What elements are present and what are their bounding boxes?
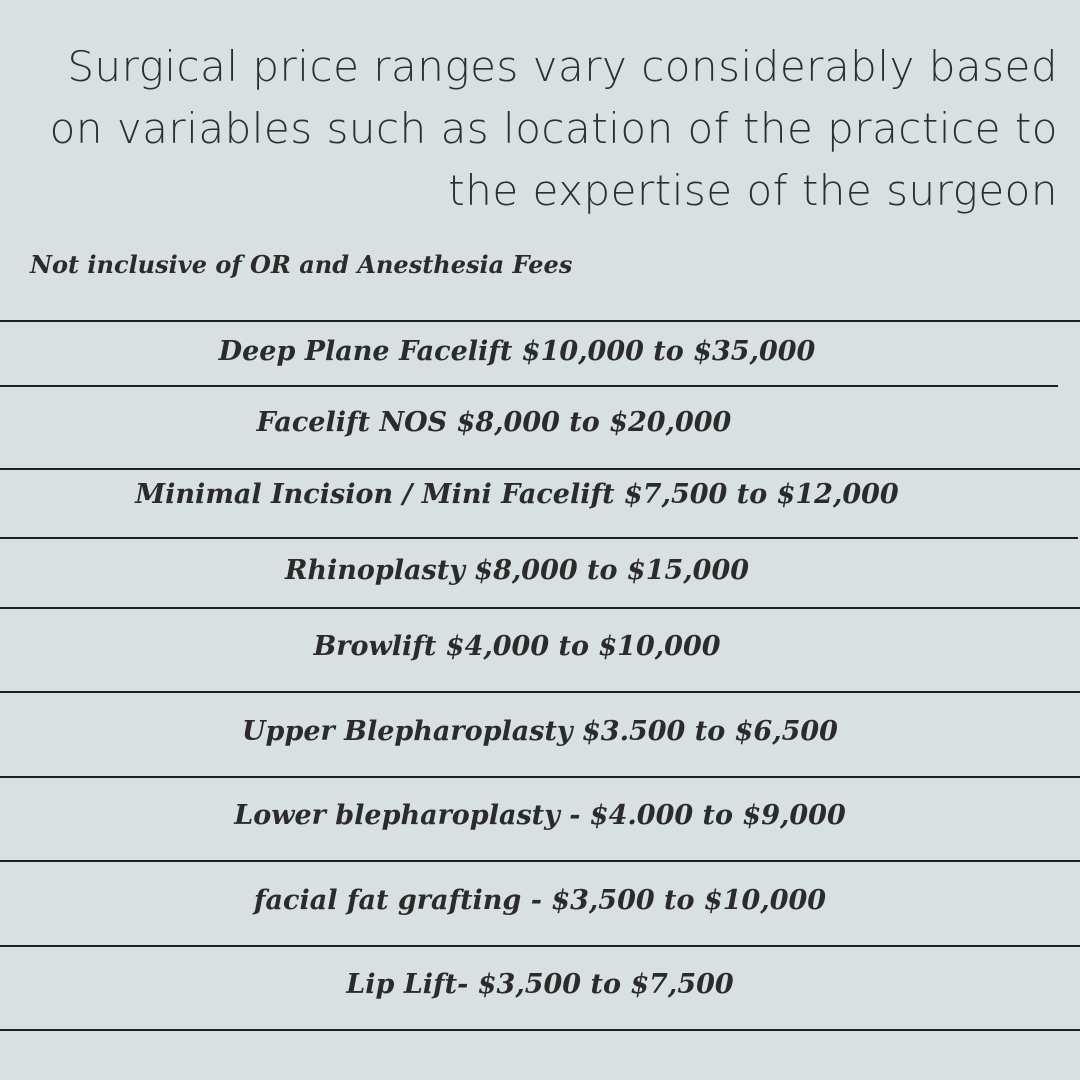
- divider: [0, 320, 1080, 322]
- fees-note: Not inclusive of OR and Anesthesia Fees: [30, 250, 573, 279]
- price-item-upper-blepharoplasty: Upper Blepharoplasty $3.500 to $6,500: [242, 716, 838, 747]
- divider: [0, 1029, 1080, 1031]
- divider: [0, 945, 1080, 947]
- divider: [0, 691, 1080, 693]
- headline-line: Surgical price ranges vary considerably based: [67, 42, 1058, 91]
- divider: [0, 468, 1080, 470]
- headline-line: the expertise of the surgeon: [448, 166, 1058, 215]
- divider: [0, 607, 1080, 609]
- price-item-deep-plane-facelift: Deep Plane Facelift $10,000 to $35,000: [218, 336, 816, 367]
- divider: [0, 860, 1080, 862]
- price-item-lip-lift: Lip Lift- $3,500 to $7,500: [346, 969, 734, 1000]
- price-item-facial-fat-grafting: facial fat grafting - $3,500 to $10,000: [253, 885, 827, 916]
- price-item-facelift-nos: Facelift NOS $8,000 to $20,000: [256, 407, 732, 438]
- divider: [0, 776, 1080, 778]
- price-item-lower-blepharoplasty: Lower blepharoplasty - $4.000 to $9,000: [234, 800, 846, 831]
- price-item-mini-facelift: Minimal Incision / Mini Facelift $7,500 to $12,000: [135, 479, 899, 510]
- headline: [18, 36, 1058, 222]
- divider: [0, 537, 1078, 539]
- headline-line: on variables such as location of the practice to: [49, 104, 1058, 153]
- price-item-browlift: Browlift $4,000 to $10,000: [313, 631, 721, 662]
- divider: [0, 385, 1058, 387]
- price-item-rhinoplasty: Rhinoplasty $8,000 to $15,000: [284, 555, 750, 586]
